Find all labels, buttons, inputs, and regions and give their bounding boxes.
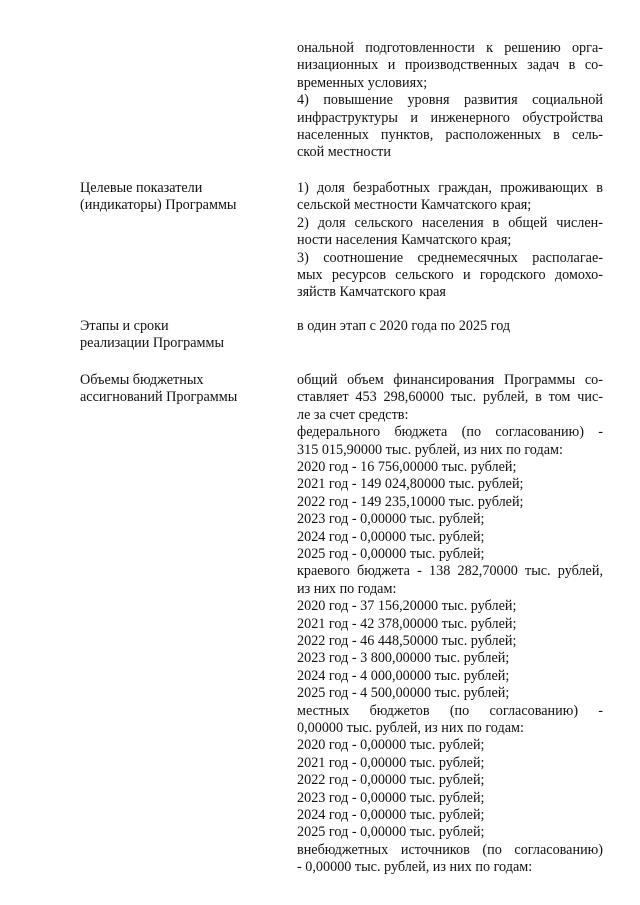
content-line: 2022 год - 46 448,50000 тыс. рублей; bbox=[297, 633, 517, 650]
content-line: из них по годам: bbox=[297, 580, 397, 597]
content-line: местных бюджетов (по согласованию) - bbox=[297, 702, 603, 719]
content-line: 2021 год - 42 378,00000 тыс. рублей; bbox=[297, 615, 517, 632]
content-line: 2020 год - 0,00000 тыс. рублей; bbox=[297, 737, 485, 754]
row-label bbox=[80, 318, 280, 353]
content-line: инфраструктуры и инженерного обустройства bbox=[297, 109, 603, 126]
content-line: низационных и производственных задач в со- bbox=[297, 57, 603, 74]
content-line: временных условиях; bbox=[297, 74, 428, 91]
row-content bbox=[297, 40, 603, 162]
content-line: 2024 год - 0,00000 тыс. рублей; bbox=[297, 528, 485, 545]
label-line: (индикаторы) Программы bbox=[80, 197, 237, 214]
row-label bbox=[80, 372, 280, 407]
content-line: 2021 год - 149 024,80000 тыс. рублей; bbox=[297, 476, 524, 493]
content-line: - 0,00000 тыс. рублей, из них по годам: bbox=[297, 859, 533, 876]
content-line: 2023 год - 3 800,00000 тыс. рублей; bbox=[297, 650, 510, 667]
label-line: Этапы и сроки bbox=[80, 318, 169, 334]
label-line: реализации Программы bbox=[80, 335, 225, 352]
content-line: 2024 год - 0,00000 тыс. рублей; bbox=[297, 807, 485, 824]
label-line: Объемы бюджетных bbox=[80, 372, 204, 388]
content-line: мых ресурсов сельского и городского домохо- bbox=[297, 266, 603, 283]
content-line: ности населения Камчатского края; bbox=[297, 232, 512, 249]
content-line: 0,00000 тыс. рублей, из них по годам: bbox=[297, 720, 524, 737]
content-line: 3) соотношение среднемесячных располагае- bbox=[297, 249, 603, 266]
content-line: 2025 год - 4 500,00000 тыс. рублей; bbox=[297, 685, 510, 702]
content-line: федерального бюджета (по согласованию) - bbox=[297, 424, 603, 441]
row-content bbox=[297, 372, 603, 877]
content-line: ле за счет средств: bbox=[297, 406, 409, 423]
content-line: 2024 год - 4 000,00000 тыс. рублей; bbox=[297, 667, 510, 684]
content-line: 2) доля сельского населения в общей числен- bbox=[297, 214, 603, 231]
content-line: общий объем финансирования Программы со- bbox=[297, 372, 603, 388]
content-line: 2020 год - 37 156,20000 тыс. рублей; bbox=[297, 598, 517, 615]
content-line: 2023 год - 0,00000 тыс. рублей; bbox=[297, 789, 485, 806]
label-line: Целевые показатели bbox=[80, 180, 203, 196]
content-line: ской местности bbox=[297, 144, 391, 161]
content-line: 2022 год - 149 235,10000 тыс. рублей; bbox=[297, 493, 524, 510]
row-label bbox=[80, 180, 280, 215]
content-line: ональной подготовленности к решению орга- bbox=[297, 40, 603, 56]
content-line: 1) доля безработных граждан, проживающих в bbox=[297, 180, 603, 196]
content-line: 4) повышение уровня развития социальной bbox=[297, 92, 603, 109]
content-line: в один этап с 2020 года по 2025 год bbox=[297, 318, 511, 334]
content-line: сельской местности Камчатского края; bbox=[297, 197, 532, 214]
content-line: 2025 год - 0,00000 тыс. рублей; bbox=[297, 546, 485, 563]
row-content bbox=[297, 318, 603, 335]
row-content bbox=[297, 180, 603, 302]
content-line: 2023 год - 0,00000 тыс. рублей; bbox=[297, 511, 485, 528]
content-line: зяйств Камчатского края bbox=[297, 284, 446, 301]
content-line: внебюджетных источников (по согласованию) bbox=[297, 841, 603, 858]
label-line: ассигнований Программы bbox=[80, 389, 238, 406]
content-line: 2021 год - 0,00000 тыс. рублей; bbox=[297, 754, 485, 771]
content-line: 315 015,90000 тыс. рублей, из них по годам: bbox=[297, 441, 563, 458]
content-line: 2020 год - 16 756,00000 тыс. рублей; bbox=[297, 458, 517, 475]
content-line: 2022 год - 0,00000 тыс. рублей; bbox=[297, 772, 485, 789]
content-line: краевого бюджета - 138 282,70000 тыс. рублей, bbox=[297, 563, 603, 580]
content-line: 2025 год - 0,00000 тыс. рублей; bbox=[297, 824, 485, 841]
content-line: населенных пунктов, расположенных в сель- bbox=[297, 126, 603, 143]
content-line: ставляет 453 298,60000 тыс. рублей, в том чис- bbox=[297, 389, 603, 406]
